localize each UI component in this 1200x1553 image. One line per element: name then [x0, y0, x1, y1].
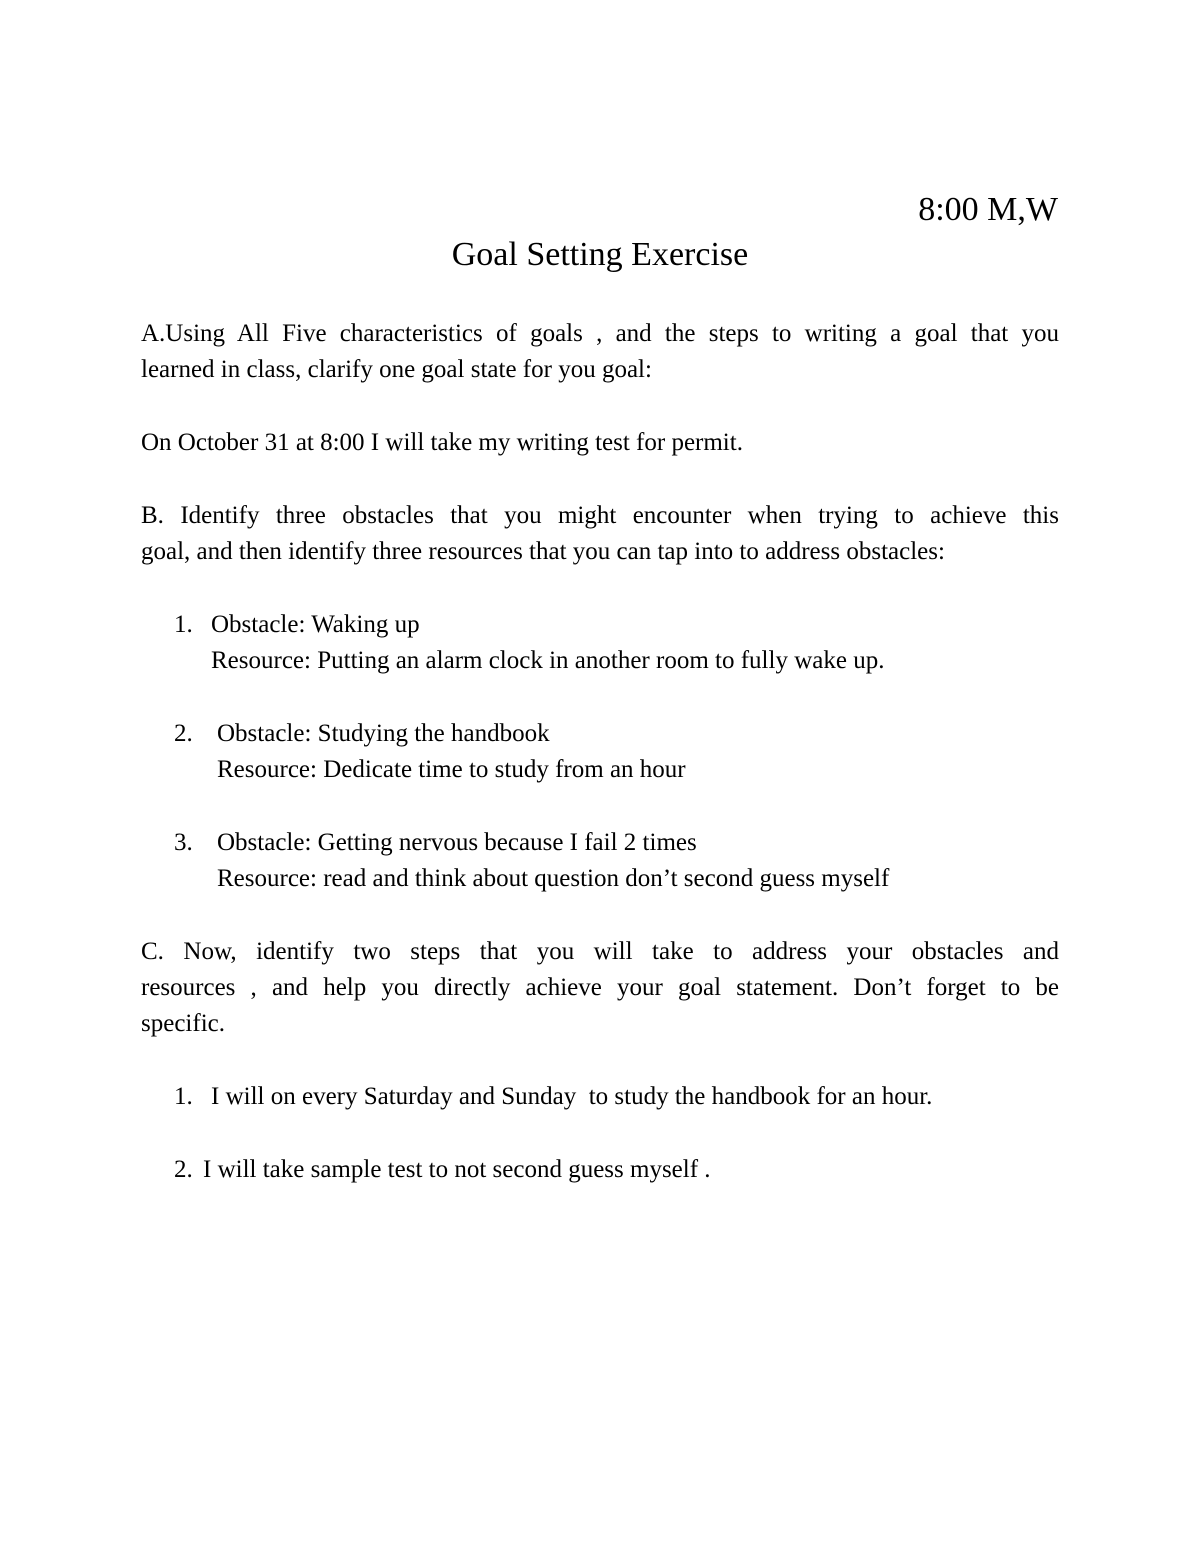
step-text: I will on every Saturday and Sunday to study the handbook for an hour. — [211, 1083, 933, 1110]
page-title: Goal Setting Exercise — [451, 236, 749, 273]
section-a-answer: On October 31 at 8:00 I will take my writing test for permit. — [141, 429, 743, 456]
obstacle-number: 1. — [174, 611, 193, 638]
section-b-prompt-line-2: goal, and then identify three resources that you can tap into to address obstacles: — [141, 538, 945, 565]
obstacle-text: Obstacle: Studying the handbook — [217, 720, 550, 747]
step-text: I will take sample test to not second guess myself . — [203, 1156, 711, 1183]
resource-text: Resource: read and think about question don’t second guess myself — [217, 865, 890, 892]
obstacle-number: 2. — [174, 720, 193, 747]
obstacle-text: Obstacle: Waking up — [211, 611, 420, 638]
resource-text: Resource: Dedicate time to study from an hour — [217, 756, 686, 783]
class-time: 8:00 M,W — [918, 191, 1058, 228]
step-number: 1. — [174, 1083, 193, 1110]
section-c-prompt-line-2: resources , and help you directly achieve your goal statement. Don’t forget to be — [141, 974, 1059, 1001]
section-c-prompt-line-3: specific. — [141, 1010, 225, 1037]
section-a-prompt-line-2: learned in class, clarify one goal state for you goal: — [141, 356, 652, 383]
resource-text: Resource: Putting an alarm clock in another room to fully wake up. — [211, 647, 885, 674]
section-a-prompt-line-1: A.Using All Five characteristics of goals , and the steps to writing a goal that you — [141, 320, 1059, 347]
obstacle-number: 3. — [174, 829, 193, 856]
step-number: 2. — [174, 1156, 193, 1183]
section-c-prompt-line-1: C. Now, identify two steps that you will take to address your obstacles and — [141, 938, 1059, 965]
obstacle-text: Obstacle: Getting nervous because I fail 2 times — [217, 829, 697, 856]
section-b-prompt-line-1: B. Identify three obstacles that you might encounter when trying to achieve this — [141, 502, 1059, 529]
